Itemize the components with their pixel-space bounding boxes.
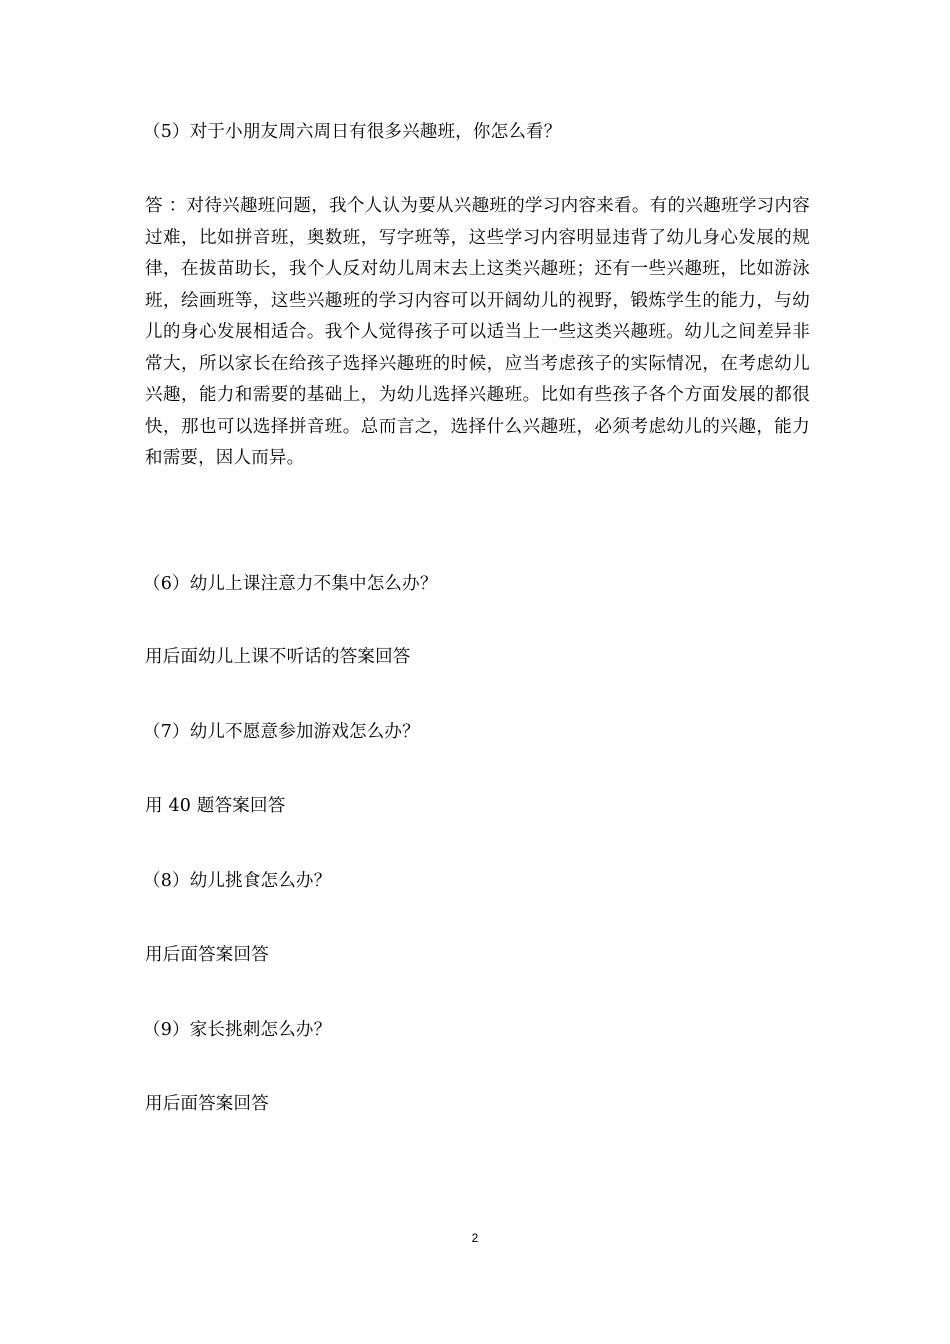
answer-8: 用后面答案回答	[145, 945, 269, 965]
page-number: 2	[471, 1231, 479, 1245]
answer-9: 用后面答案回答	[145, 1094, 269, 1114]
question-5: （5）对于小朋友周六周日有很多兴趣班，你怎么看？	[143, 122, 562, 142]
question-7: （7）幼儿不愿意参加游戏怎么办？	[143, 722, 420, 742]
question-8: （8）幼儿挑食怎么办？	[143, 871, 332, 891]
answer-6: 用后面幼儿上课不听话的答案回答	[145, 647, 411, 667]
answer-7: 用 40 题答案回答	[145, 796, 286, 816]
answer-5: 答 ：对待兴趣班问题，我个人认为要从兴趣班的学习内容来看。有的兴趣班学习内容过难，比如拼音班，奥数班，写字班等，这些学习内容明显违背了幼儿身心发展的规律，在拔苗助长，我个人反对幼儿周末去上这类兴趣班；还有一些兴趣班，比如游泳班，绘画班等，这些兴趣班的学习内容可以开阔幼儿的视野，锻炼学生的能力，与幼儿的身心发展相适合。我个人觉得孩子可以适当上一些这类兴趣班。幼儿之间差异非常大，所以家长在给孩子选择兴趣班的时候，应当考虑孩子的实际情况，在考虑幼儿兴趣，能力和需要的基础上，为幼儿选择兴趣班。比如有些孩子各个方面发展的都很快，那也可以选择拼音班。总而言之，选择什么兴趣班，必须考虑幼儿的兴趣，能力和需要，因人而异。	[145, 196, 810, 468]
question-9: （9）家长挑刺怎么办？	[143, 1020, 332, 1040]
question-6: （6）幼儿上课注意力不集中怎么办？	[143, 574, 438, 594]
